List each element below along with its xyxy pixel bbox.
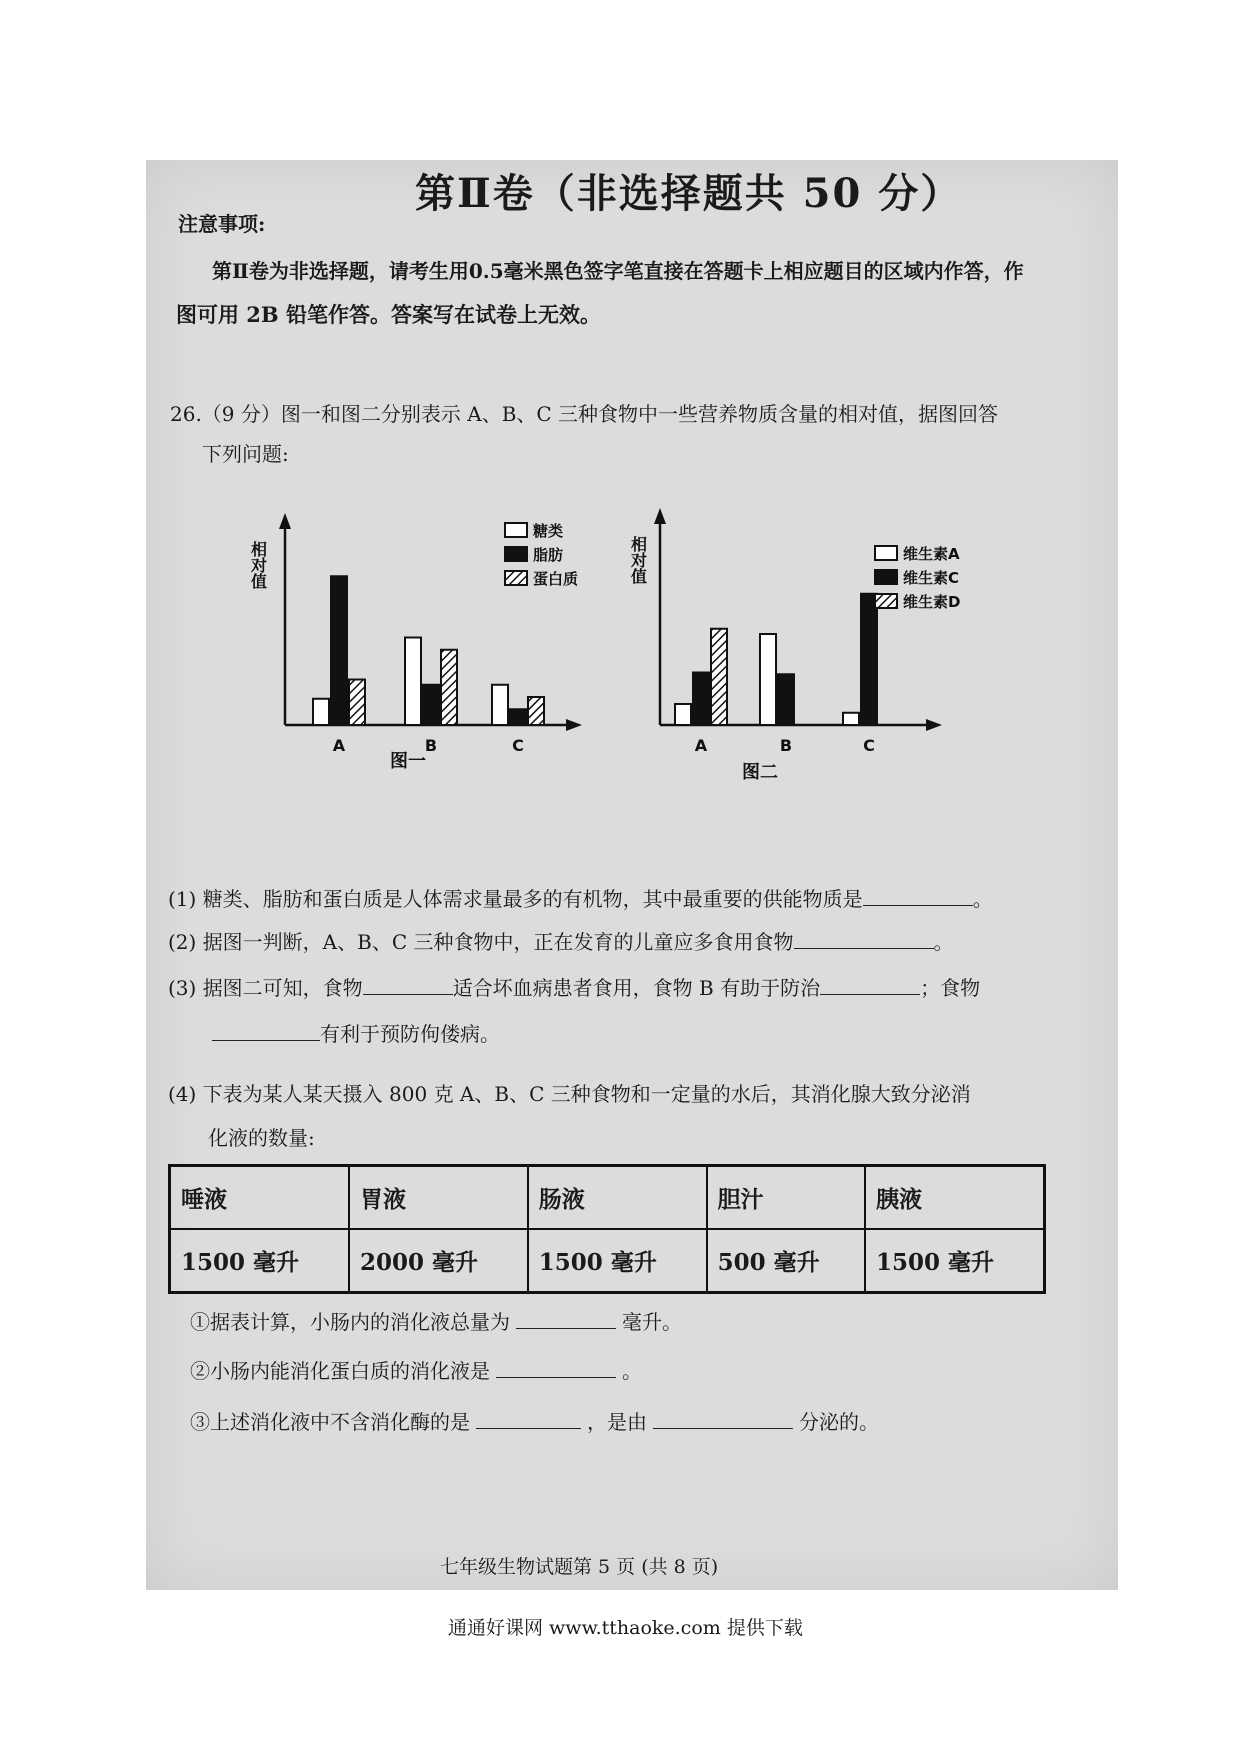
table-cell: 1500 毫升 [865,1229,1044,1293]
bars-group [675,594,877,725]
table-header-cell: 胆汁 [707,1166,865,1230]
category-label: C [863,736,875,755]
legend [875,545,960,611]
answer-blank[interactable] [820,974,920,995]
bar-B-脂肪 [423,685,439,725]
bar-C-糖类 [492,685,508,725]
bar-C-维生素C [861,594,877,725]
question-1: (1) 糖类、脂肪和蛋白质是人体需求量最多的有机物，其中最重要的供能物质是 。 [168,887,993,911]
answer-blank[interactable] [363,974,453,995]
page-footer: 七年级生物试题第 5 页 (共 8 页) [440,1556,719,1578]
table-cell: 2000 毫升 [349,1229,528,1293]
bar-B-蛋白质 [441,650,457,725]
sub-question-3: ③上述消化液中不含消化酶的是 ，是由 分泌的。 [190,1410,879,1434]
answer-blank[interactable] [476,1408,581,1429]
table-header-cell: 唾液 [170,1166,349,1230]
table-header-cell: 肠液 [528,1166,707,1230]
legend-swatch [505,547,527,561]
notice-line-2: 图可用 2B 铅笔作答。答案写在试卷上无效。 [176,302,601,327]
question-26-line-2: 下列问题: [202,442,289,466]
y-axis-label: 相对值 [628,536,648,584]
legend-swatch [875,570,897,584]
chart-title: 图二 [742,762,778,783]
question-4-line-2: 化液的数量: [208,1126,315,1150]
bar-C-脂肪 [510,709,526,725]
chart-figure-2 [620,500,980,790]
category-label: C [512,736,524,755]
bar-A-糖类 [313,699,329,725]
bar-B-维生素A [760,634,776,725]
question-2: (2) 据图一判断，A、B、C 三种食物中，正在发育的儿童应多食用食物 。 [168,930,954,954]
y-axis-label: 相对值 [248,541,268,589]
answer-blank[interactable] [212,1020,320,1041]
bar-C-维生素A [843,713,859,725]
bar-A-维生素D [711,629,727,725]
legend-label: 维生素D [903,593,961,611]
answer-blank[interactable] [653,1408,793,1429]
bar-B-维生素C [778,674,794,725]
legend-swatch [875,594,897,608]
table-row [170,1229,1045,1293]
question-3-cont: 有利于预防佝偻病。 [212,1018,500,1047]
table-cell: 1500 毫升 [528,1229,707,1293]
download-source-footer: 通通好课网 www.tthaoke.com 提供下载 [448,1617,803,1639]
bar-B-糖类 [405,638,421,726]
category-label: B [424,736,438,755]
legend-swatch [505,523,527,537]
legend-label: 糖类 [533,522,564,540]
bar-A-蛋白质 [349,680,365,726]
table-header-cell: 胃液 [349,1166,528,1230]
chart-title: 图一 [390,751,426,772]
sub-question-2: ②小肠内能消化蛋白质的消化液是 。 [190,1359,642,1383]
notice-line-1: 第Ⅱ卷为非选择题，请考生用0.5毫米黑色签字笔直接在答题卡上相应题目的区域内作答，作 [212,259,1024,283]
answer-blank[interactable] [863,885,973,906]
table-cell: 1500 毫升 [170,1229,349,1293]
category-label: A [694,736,708,755]
answer-blank[interactable] [516,1308,616,1329]
question-26-line-1: 26.（9 分）图一和图二分别表示 A、B、C 三种食物中一些营养物质含量的相对值，据图回答 [170,402,999,426]
bar-A-维生素C [693,673,709,726]
chart-figure-1 [240,505,590,780]
bar-A-脂肪 [331,576,347,725]
answer-blank[interactable] [496,1357,616,1378]
legend-swatch [875,546,897,560]
category-label: A [332,736,346,755]
legend-label: 维生素C [903,569,960,587]
notice-label: 注意事项: [178,212,266,236]
table-header-row [170,1166,1045,1230]
legend-label: 脂肪 [533,546,564,564]
digestive-juice-table [168,1164,1046,1294]
answer-blank[interactable] [794,928,934,949]
bars-group [313,576,544,725]
question-3: (3) 据图二可知，食物 适合坏血病患者食用，食物 B 有助于防治 ；食物 [168,976,981,1000]
legend-label: 蛋白质 [533,570,579,588]
legend-swatch [505,571,527,585]
section-title: 第Ⅱ卷（非选择题共 50 分） [415,170,963,217]
sub-question-1: ①据表计算，小肠内的消化液总量为 毫升。 [190,1310,682,1334]
table-header-cell: 胰液 [865,1166,1044,1230]
bar-A-维生素A [675,704,691,725]
legend-label: 维生素A [903,545,960,563]
question-4-line-1: (4) 下表为某人某天摄入 800 克 A、B、C 三种食物和一定量的水后，其消化腺大致分泌消 [168,1082,971,1106]
category-label: B [779,736,793,755]
bar-C-蛋白质 [528,697,544,725]
legend [505,522,578,588]
table-cell: 500 毫升 [707,1229,865,1293]
